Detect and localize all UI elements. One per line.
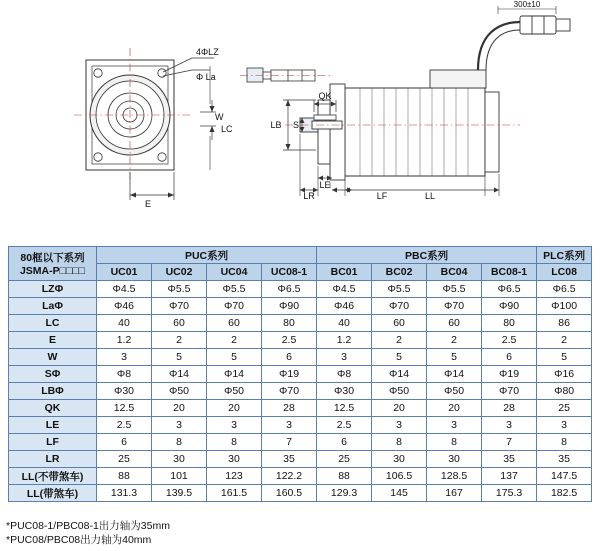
table-cell: 128.5 [427, 468, 482, 485]
table-cell: 5 [152, 349, 207, 366]
table-row-label: LBΦ [9, 383, 97, 400]
table-cell: Φ50 [152, 383, 207, 400]
table-cell: Φ70 [207, 298, 262, 315]
table-cell: 123 [207, 468, 262, 485]
table-cell: Φ70 [372, 298, 427, 315]
table-cell: Φ14 [152, 366, 207, 383]
table-row-label: LC [9, 315, 97, 332]
table-cell: 131.3 [97, 485, 152, 502]
table-cell: Φ5.5 [152, 281, 207, 298]
table-cell: 175.3 [482, 485, 537, 502]
table-cell: Φ100 [537, 298, 592, 315]
table-group-header-1: PBC系列 [317, 247, 537, 264]
table-cell: 6 [97, 434, 152, 451]
label-lc: LC [221, 124, 233, 134]
table-cell: 6 [317, 434, 372, 451]
table-cell: 35 [482, 451, 537, 468]
corner-line-2: JSMA-P□□□□ [19, 265, 86, 277]
label-lb: LB [270, 120, 282, 130]
table-cell: 20 [152, 400, 207, 417]
table-column-header-2: UC04 [207, 264, 262, 281]
table-cell: 60 [207, 315, 262, 332]
table-cell: Φ16 [537, 366, 592, 383]
table-cell: Φ46 [97, 298, 152, 315]
table-cell: 30 [427, 451, 482, 468]
table-row [9, 383, 592, 400]
table-cell: 25 [317, 451, 372, 468]
table-cell: Φ8 [97, 366, 152, 383]
table-cell: Φ6.5 [262, 281, 317, 298]
table-cell: 8 [427, 434, 482, 451]
label-ll: LL [424, 191, 436, 201]
table-cell: Φ70 [427, 298, 482, 315]
table-cell: 7 [262, 434, 317, 451]
table-row [9, 281, 592, 298]
table-cell: Φ4.5 [97, 281, 152, 298]
table-cell: 7 [482, 434, 537, 451]
table-cell: 147.5 [537, 468, 592, 485]
table-cell: 3 [537, 417, 592, 434]
table-cell: 3 [317, 349, 372, 366]
table-group-header-row [9, 247, 592, 264]
table-cell: 20 [427, 400, 482, 417]
table-cell: 6 [262, 349, 317, 366]
table-row [9, 349, 592, 366]
table-cell: 101 [152, 468, 207, 485]
table-row [9, 366, 592, 383]
corner-line-1: 80框以下系列 [20, 252, 85, 264]
table-cell: 2.5 [262, 332, 317, 349]
label-e: E [144, 199, 152, 209]
table-cell: 2.5 [482, 332, 537, 349]
table-cell: 2 [207, 332, 262, 349]
table-cell: 106.5 [372, 468, 427, 485]
table-row [9, 434, 592, 451]
table-row-label: SΦ [9, 366, 97, 383]
table-cell: Φ30 [97, 383, 152, 400]
table-row-label: LL(不带煞车) [9, 468, 97, 485]
table-cell: 3 [427, 417, 482, 434]
table-cell: 25 [97, 451, 152, 468]
table-cell: 6 [482, 349, 537, 366]
table-cell: 129.3 [317, 485, 372, 502]
table-cell: 80 [482, 315, 537, 332]
table-cell: 8 [537, 434, 592, 451]
table-row-label: W [9, 349, 97, 366]
table-column-header-1: UC02 [152, 264, 207, 281]
table-cell: 3 [97, 349, 152, 366]
table-cell: 28 [482, 400, 537, 417]
table-column-header-row [9, 264, 592, 281]
table-cell: Φ8 [317, 366, 372, 383]
table-column-header-8: LC08 [537, 264, 592, 281]
table-cell: 5 [427, 349, 482, 366]
table-row-label: E [9, 332, 97, 349]
table-cell: 60 [152, 315, 207, 332]
table-cell: 1.2 [97, 332, 152, 349]
table-row [9, 451, 592, 468]
table-cell: Φ50 [372, 383, 427, 400]
table-cell: 25 [537, 400, 592, 417]
table-cell: 137 [482, 468, 537, 485]
table-cell: 35 [262, 451, 317, 468]
table-corner-cell [9, 247, 97, 281]
table-cell: Φ14 [207, 366, 262, 383]
label-w: W [215, 112, 224, 122]
table-cell: Φ4.5 [317, 281, 372, 298]
table-group-header-0: PUC系列 [97, 247, 317, 264]
motor-dimension-diagram [0, 0, 600, 232]
table-row [9, 298, 592, 315]
table-row [9, 332, 592, 349]
table-cell: 8 [207, 434, 262, 451]
table-cell: 30 [152, 451, 207, 468]
table-cell: Φ6.5 [537, 281, 592, 298]
table-cell: 167 [427, 485, 482, 502]
label-bolt-dia: Φ La [196, 72, 216, 82]
table-cell: 5 [372, 349, 427, 366]
table-row-label: LR [9, 451, 97, 468]
table-cell: 3 [152, 417, 207, 434]
table-cell: Φ14 [427, 366, 482, 383]
table-cell: Φ50 [207, 383, 262, 400]
table-column-header-3: UC08-1 [262, 264, 317, 281]
table-cell: Φ80 [537, 383, 592, 400]
table-row-label: LaΦ [9, 298, 97, 315]
table-cell: Φ70 [262, 383, 317, 400]
table-cell: 2 [427, 332, 482, 349]
table-cell: 3 [372, 417, 427, 434]
table-cell: 5 [207, 349, 262, 366]
table-cell: Φ14 [372, 366, 427, 383]
table-cell: 30 [207, 451, 262, 468]
table-row [9, 417, 592, 434]
table-cell: 122.2 [262, 468, 317, 485]
table-row [9, 468, 592, 485]
table-cell: 20 [372, 400, 427, 417]
table-cell: 2 [372, 332, 427, 349]
table-cell: 145 [372, 485, 427, 502]
specification-table [8, 246, 592, 502]
table-row-label: LE [9, 417, 97, 434]
table-cell: 1.2 [317, 332, 372, 349]
table-row-label: LF [9, 434, 97, 451]
table-cell: 88 [317, 468, 372, 485]
table-cell: 35 [537, 451, 592, 468]
table-cell: 40 [97, 315, 152, 332]
table-cell: 161.5 [207, 485, 262, 502]
label-qk: QK [318, 91, 332, 101]
table-row-label: LL(带煞车) [9, 485, 97, 502]
table-cell: Φ6.5 [482, 281, 537, 298]
table-row [9, 485, 592, 502]
table-cell: 3 [482, 417, 537, 434]
table-column-header-4: BC01 [317, 264, 372, 281]
table-cell: 8 [152, 434, 207, 451]
label-cable-length: 300±10 [513, 0, 541, 9]
table-row [9, 400, 592, 417]
label-le: LE [319, 180, 331, 190]
table-cell: 30 [372, 451, 427, 468]
footnotes [6, 519, 170, 547]
table-cell: 139.5 [152, 485, 207, 502]
table-cell: 86 [537, 315, 592, 332]
table-row-label: LZΦ [9, 281, 97, 298]
table-cell: 8 [372, 434, 427, 451]
table-cell: Φ70 [152, 298, 207, 315]
table-cell: Φ90 [262, 298, 317, 315]
table-cell: 3 [207, 417, 262, 434]
table-cell: Φ70 [482, 383, 537, 400]
table-cell: 12.5 [97, 400, 152, 417]
table-cell: 88 [97, 468, 152, 485]
label-lr: LR [303, 191, 315, 201]
table-cell: Φ19 [482, 366, 537, 383]
table-cell: Φ90 [482, 298, 537, 315]
table-cell: 80 [262, 315, 317, 332]
table-cell: 182.5 [537, 485, 592, 502]
table-column-header-7: BC08-1 [482, 264, 537, 281]
table-row [9, 315, 592, 332]
table-cell: Φ30 [317, 383, 372, 400]
table-cell: Φ19 [262, 366, 317, 383]
label-lf: LF [376, 191, 388, 201]
table-cell: 160.5 [262, 485, 317, 502]
table-cell: 60 [427, 315, 482, 332]
table-row-label: QK [9, 400, 97, 417]
table-group-header-2: PLC系列 [537, 247, 592, 264]
table-cell: 12.5 [317, 400, 372, 417]
table-cell: Φ5.5 [427, 281, 482, 298]
table-cell: Φ5.5 [372, 281, 427, 298]
table-cell: 28 [262, 400, 317, 417]
table-cell: 2.5 [317, 417, 372, 434]
footnote-1: *PUC08-1/PBC08-1出力轴为35mm [6, 520, 170, 532]
table-cell: 40 [317, 315, 372, 332]
label-s: S [292, 120, 300, 130]
table-column-header-0: UC01 [97, 264, 152, 281]
table-cell: 60 [372, 315, 427, 332]
label-bolt-holes: 4ΦLZ [196, 47, 219, 57]
table-column-header-6: BC04 [427, 264, 482, 281]
table-cell: 2.5 [97, 417, 152, 434]
table-cell: Φ5.5 [207, 281, 262, 298]
table-cell: 2 [152, 332, 207, 349]
table-cell: 5 [537, 349, 592, 366]
table-cell: Φ50 [427, 383, 482, 400]
diagram-svg [0, 0, 600, 232]
table-column-header-5: BC02 [372, 264, 427, 281]
table-cell: Φ46 [317, 298, 372, 315]
footnote-2: *PUC08/PBC08出力轴为40mm [6, 534, 152, 546]
table-cell: 2 [537, 332, 592, 349]
table-cell: 20 [207, 400, 262, 417]
table-cell: 3 [262, 417, 317, 434]
